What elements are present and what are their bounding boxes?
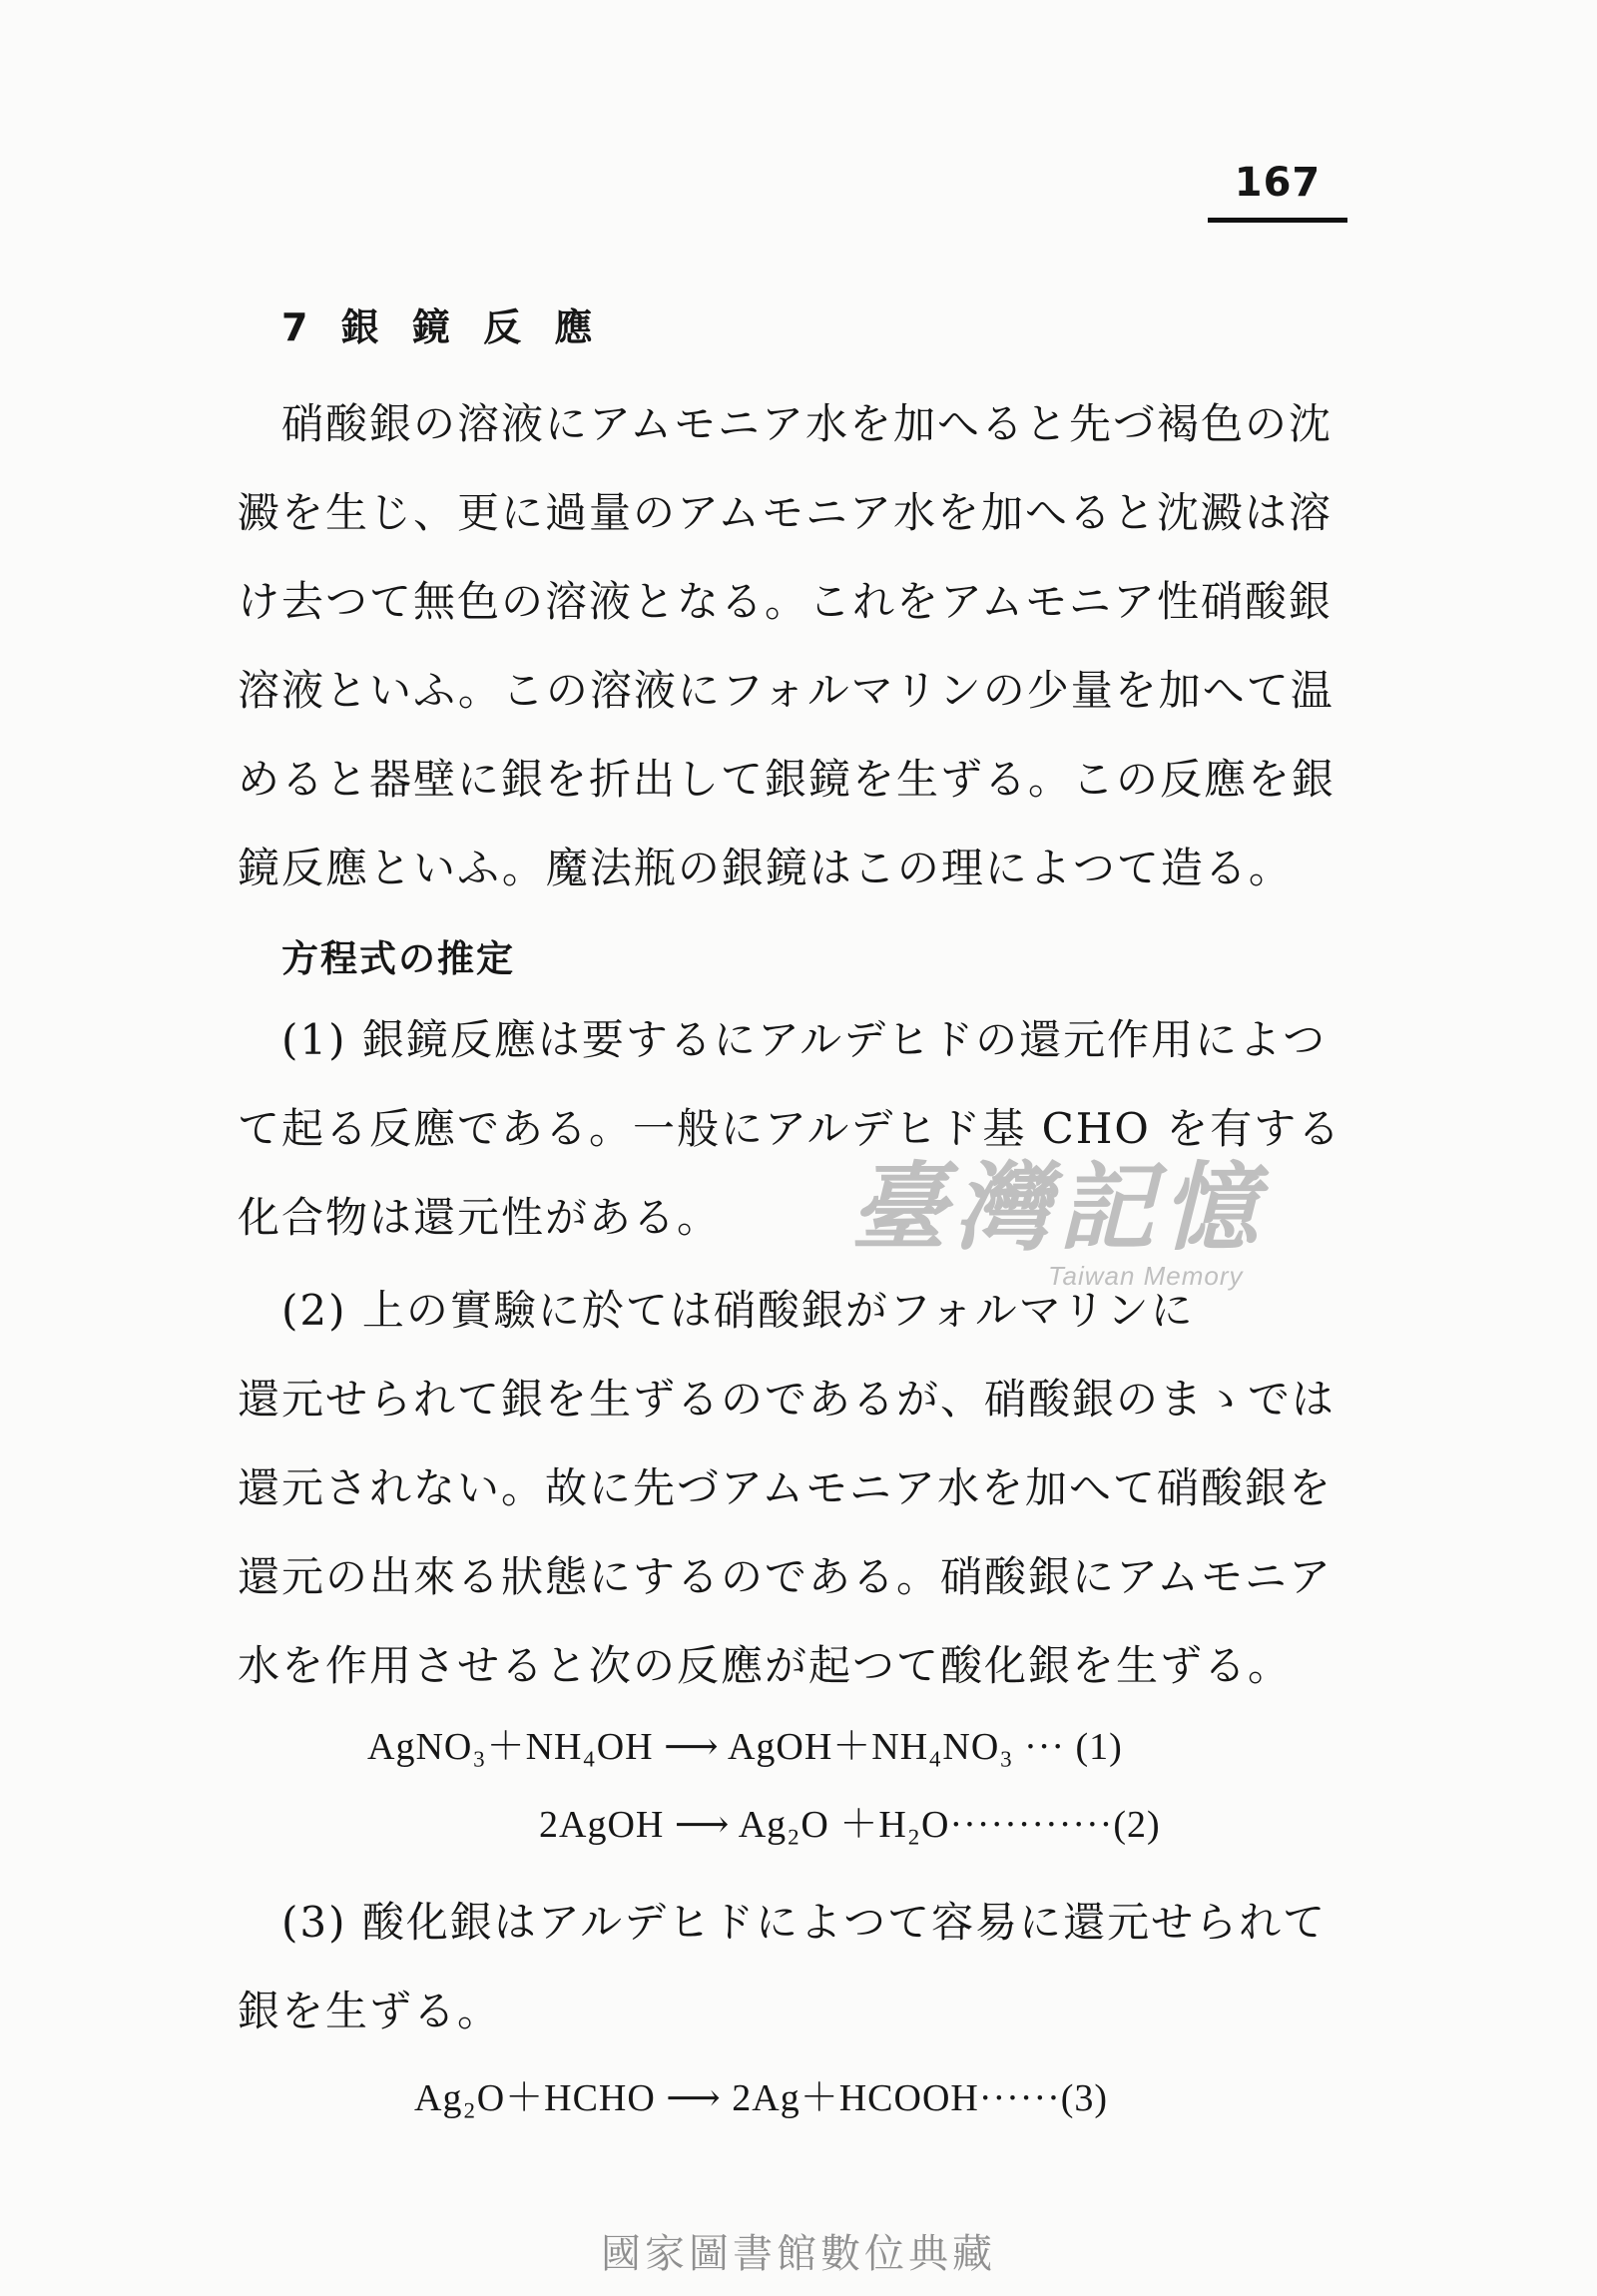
text-line: 化合物は還元性がある。	[238, 1193, 722, 1242]
text-line: 鏡反應といふ。魔法瓶の銀鏡はこの理によつて造る。	[238, 844, 1293, 892]
page-number: 167	[1234, 160, 1322, 206]
equation-1: AgNO₃＋NH₄OH ⟶ AgOH＋NH₄NO₃ ··· (1)	[367, 1726, 1123, 1768]
footer-credit: 國家圖書館數位典藏	[601, 2231, 996, 2277]
text-line: めると器壁に銀を折出して銀鏡を生ずる。この反應を銀	[238, 755, 1336, 804]
text-line: 銀を生ずる。	[238, 1987, 502, 2035]
equation-3: Ag₂O＋HCHO ⟶ 2Ag＋HCOOH······(3)	[414, 2077, 1109, 2119]
text-line: 還元せられて銀を生ずるのであるが、硝酸銀のまゝでは	[238, 1375, 1336, 1424]
text-line: 水を作用させると次の反應が起つて酸化銀を生ずる。	[238, 1641, 1293, 1690]
text-line: 還元されない。故に先づアムモニア水を加へて硝酸銀を	[238, 1463, 1333, 1512]
text-line: 澱を生じ、更に過量のアムモニア水を加へると沈澱は溶	[238, 488, 1333, 537]
text-line: (1) 銀鏡反應は要するにアルデヒドの還元作用によつ	[281, 1015, 1328, 1064]
sub-heading: 方程式の推定	[281, 937, 515, 980]
text-line: 溶液といふ。この溶液にフォルマリンの少量を加へて温	[238, 666, 1334, 715]
equation-2: 2AgOH ⟶ Ag₂O ＋H₂O············(2)	[539, 1804, 1161, 1846]
text-line: 硝酸銀の溶液にアムモニア水を加へると先づ褐色の沈	[281, 399, 1333, 448]
watermark	[798, 1153, 1318, 1303]
watermark-subtitle: Taiwan Memory	[1048, 1261, 1244, 1291]
text-line: け去つて無色の溶液となる。これをアムモニア性硝酸銀	[238, 577, 1333, 626]
text-line: (3) 酸化銀はアルデヒドによつて容易に還元せられて	[281, 1898, 1328, 1947]
text-line: (2) 上の實驗に於ては硝酸銀がフォルマリンに	[281, 1286, 1195, 1335]
watermark-title: 臺灣記憶	[850, 1151, 1266, 1264]
text-line: 還元の出來る狀態にするのである。硝酸銀にアムモニア	[238, 1552, 1333, 1601]
page-number-rule	[1208, 218, 1347, 223]
text-line: て起る反應である。一般にアルデヒド基 CHO を有する	[238, 1104, 1342, 1153]
section-heading: 7 銀 鏡 反 應	[281, 305, 603, 349]
